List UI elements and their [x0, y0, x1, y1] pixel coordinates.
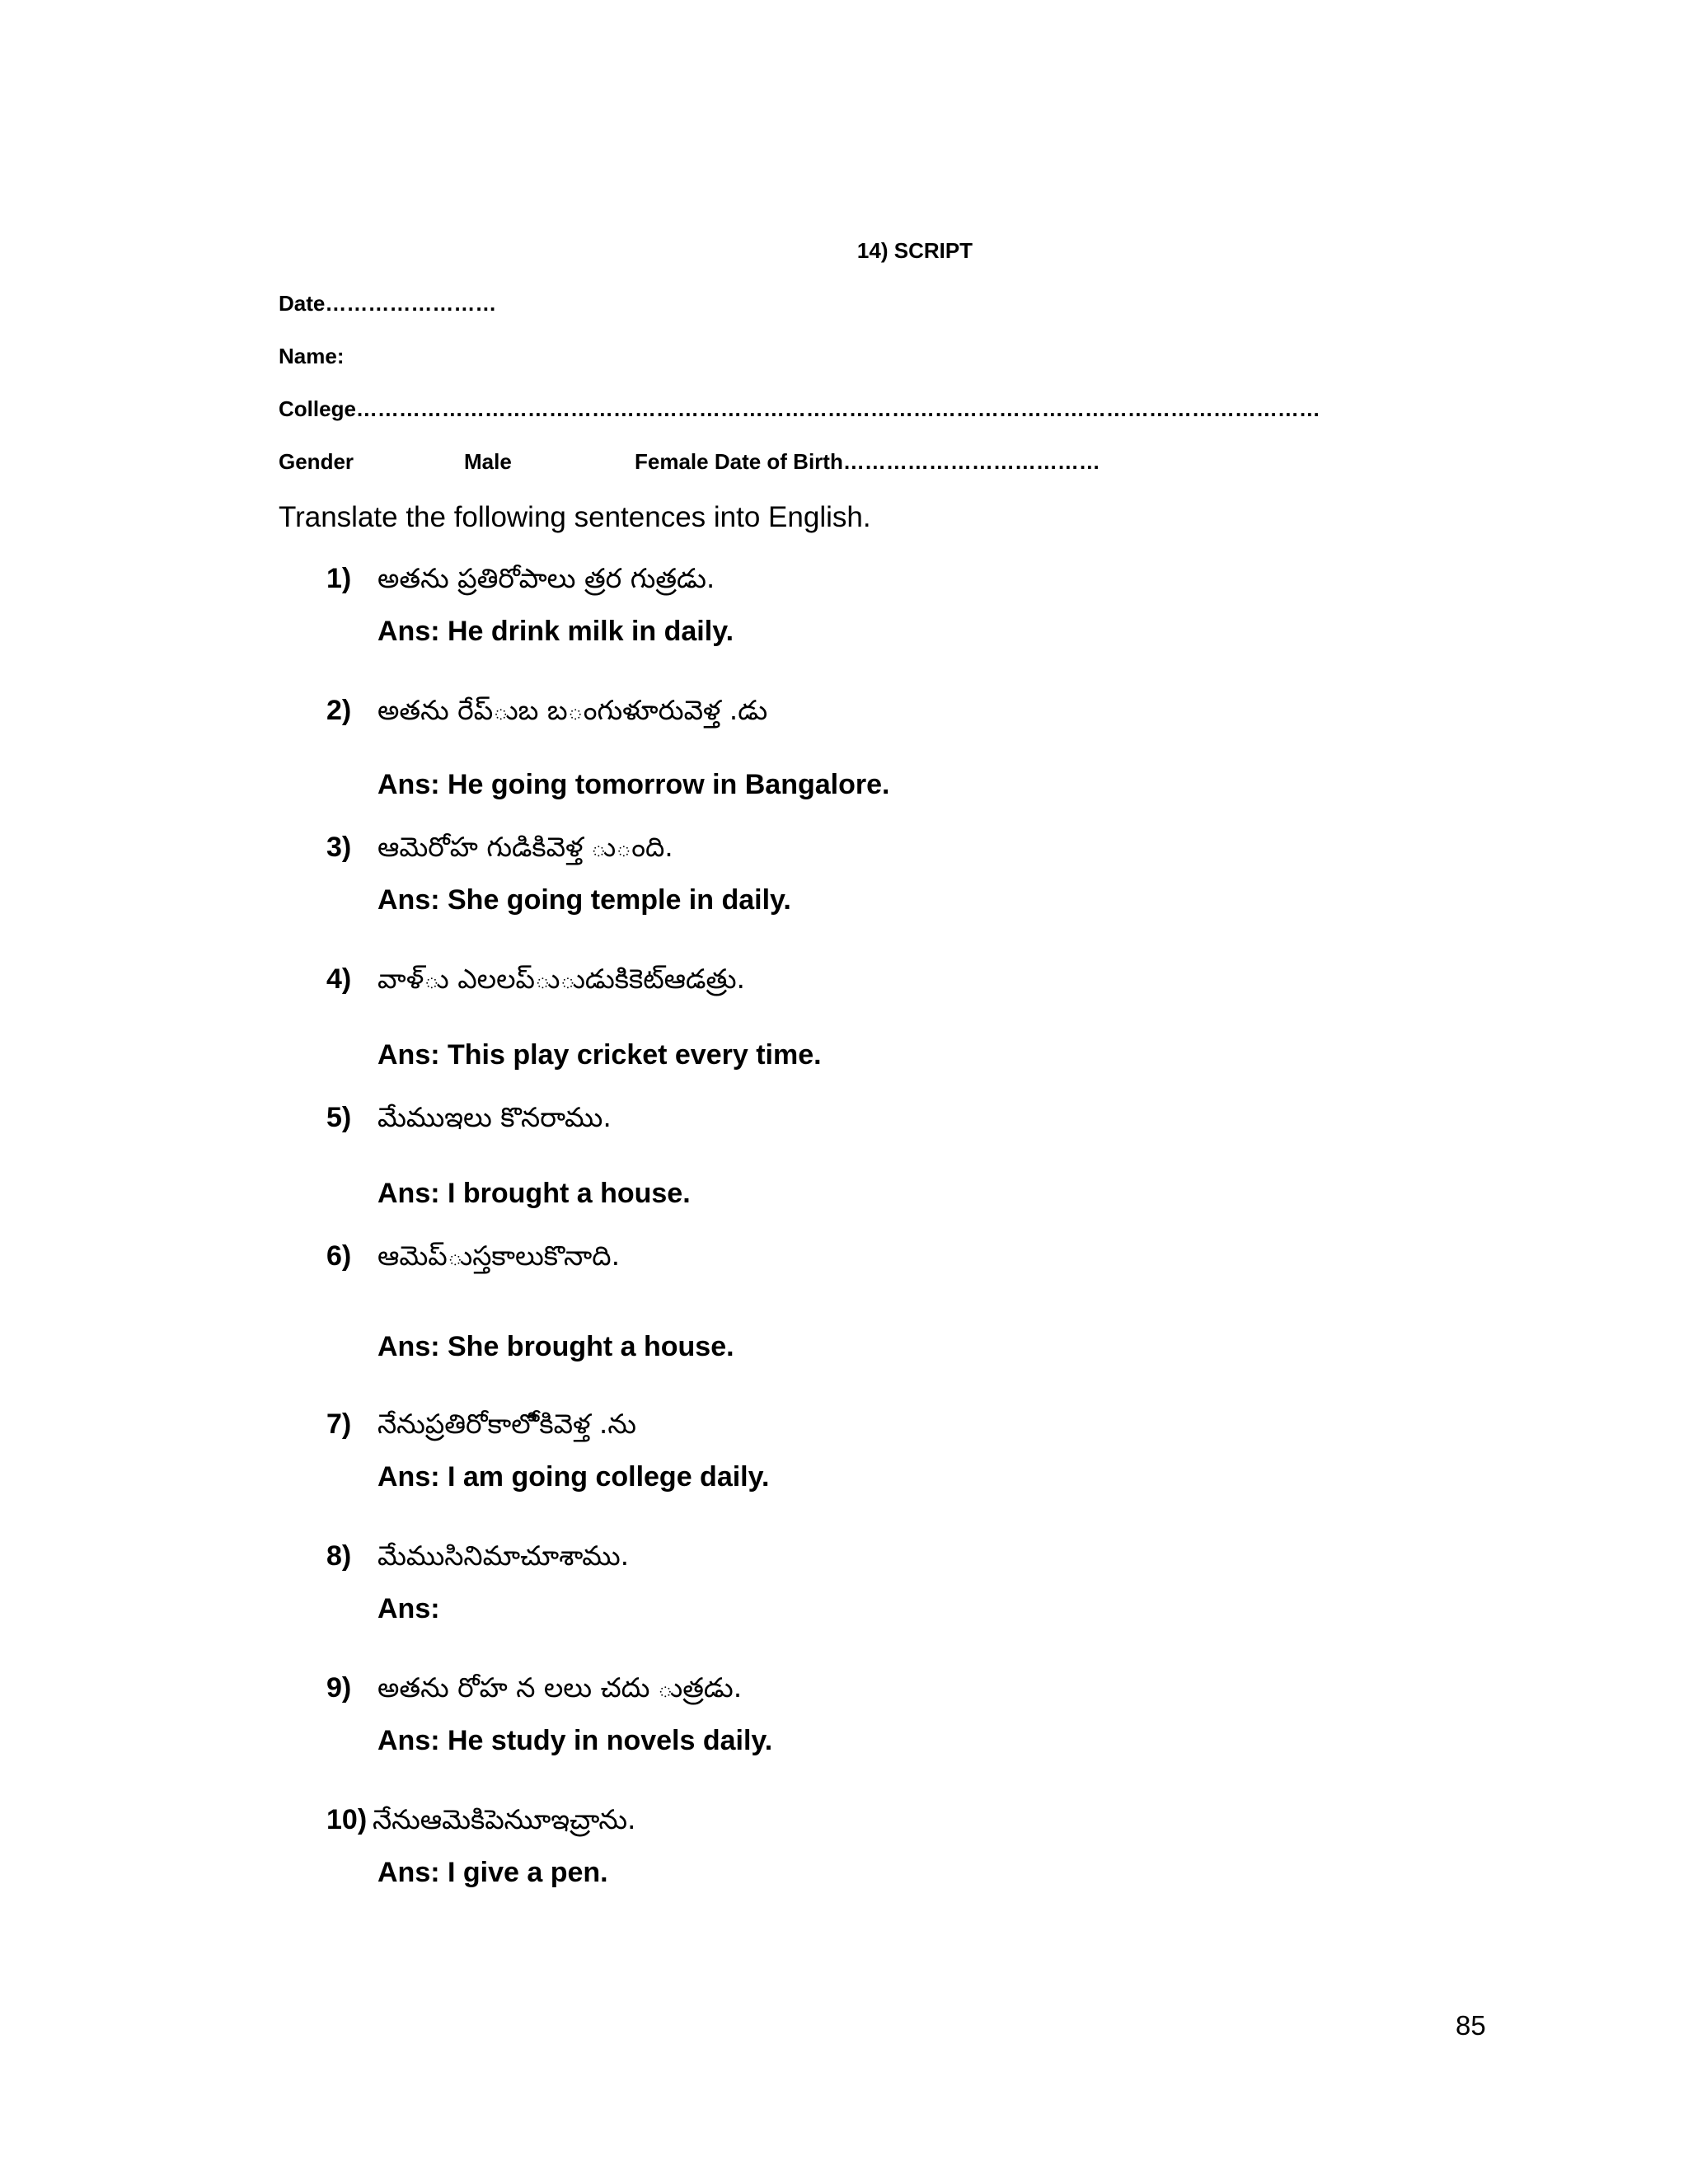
female-and-dob-field: Female Date of Birth………………………………	[635, 449, 1100, 474]
question-number: 3)	[326, 832, 352, 863]
question-text: నేనుప్రతిరోకాలోికివెళ్త .ను	[377, 1408, 636, 1440]
answer-text: Ans: This play cricket every time.	[377, 1039, 822, 1071]
page-title: 14) SCRIPT	[856, 238, 973, 263]
answer-text: Ans: I am going college daily.	[377, 1461, 770, 1493]
question-number: 10)	[326, 1804, 368, 1835]
question-text: ఆమెరోహ గుడికివెళ్త ు◌ంది.	[377, 831, 673, 863]
question-text: అతను రోహ న లలు చదు ుత్రడు.	[377, 1671, 743, 1704]
answer-text: Ans:	[377, 1593, 440, 1624]
question-text: అతను ప్రతిరోపాలు త్రర గుత్రడు.	[377, 562, 715, 594]
question-text: అతను రేప్ుబ బ◌ంగుళూరువెళ్త .డు	[377, 694, 768, 726]
question-number: 8)	[326, 1540, 352, 1572]
question-number: 1)	[326, 563, 352, 594]
question-text: నేనుఆమెకిపెనుూఇచ్రాను.	[373, 1803, 636, 1835]
question-number: 9)	[326, 1672, 352, 1704]
name-field: Name:	[279, 344, 345, 368]
page-number: 85	[1456, 2010, 1486, 2041]
answer-text: Ans: She going temple in daily.	[377, 884, 791, 916]
answer-text: Ans: He study in novels daily.	[377, 1725, 773, 1756]
date-field: Date……………………	[279, 291, 497, 316]
question-text: వాళ్ు ఎలలప్ు◌ుడుకిికెట్ఆడత్రు.	[377, 963, 746, 995]
instruction-text: Translate the following sentences into English.	[279, 501, 871, 533]
answer-text: Ans: She brought a house.	[377, 1331, 734, 1362]
question-text: మేముఇలు కొనరాము.	[377, 1101, 612, 1133]
answer-text: Ans: I give a pen.	[377, 1857, 608, 1888]
male-option: Male	[464, 449, 512, 474]
question-number: 4)	[326, 963, 352, 995]
question-text: మేముసినిమాచూశాము.	[377, 1540, 630, 1572]
gender-label: Gender	[279, 449, 354, 474]
answer-text: Ans: He drink milk in daily.	[377, 616, 734, 647]
question-number: 6)	[326, 1240, 352, 1272]
question-number: 2)	[326, 695, 352, 726]
question-text: ఆమెప్ుస్తకాలుకొనాది.	[377, 1240, 621, 1272]
college-field: College………………………………………………………………………………………………………………………	[279, 396, 1320, 421]
answer-text: Ans: I brought a house.	[377, 1178, 691, 1209]
question-number: 7)	[326, 1408, 352, 1440]
answer-text: Ans: He going tomorrow in Bangalore.	[377, 769, 890, 800]
question-number: 5)	[326, 1102, 352, 1133]
